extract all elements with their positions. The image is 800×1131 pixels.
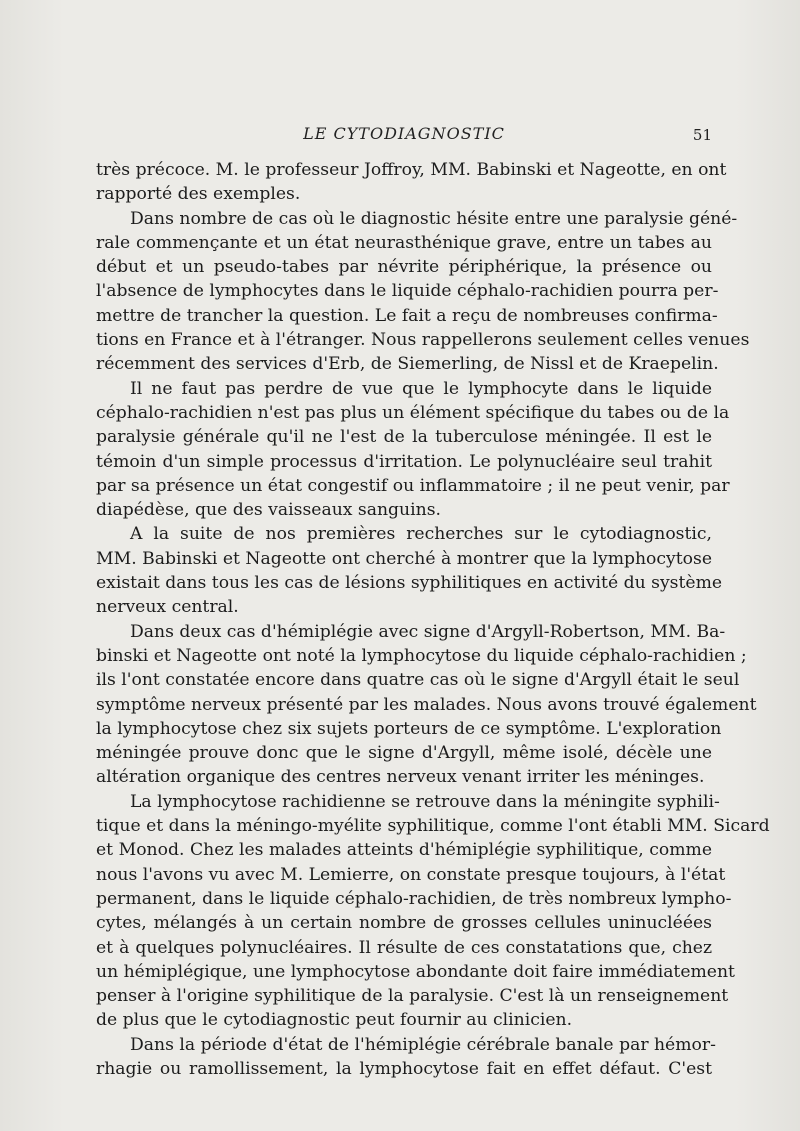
text-line: paralysie générale qu'il ne l'est de la tuberculose méningée. Il est le [96, 427, 712, 448]
text-line: symptôme nerveux présenté par les malades. Nous avons trouvé également [96, 694, 757, 715]
text-line: Il ne faut pas perdre de vue que le lymphocyte dans le liquide [130, 378, 712, 399]
text-line: de plus que le cytodiagnostic peut fournir au clinicien. [96, 1010, 573, 1031]
text-line: Dans nombre de cas où le diagnostic hésite entre une paralysie géné- [130, 208, 738, 229]
text-line: par sa présence un état congestif ou inflammatoire ; il ne peut venir, par [96, 475, 730, 496]
running-head [96, 124, 712, 148]
text-line: début et un pseudo-tabes par névrite périphérique, la présence ou [96, 257, 712, 278]
text-line: ils l'ont constatée encore dans quatre cas où le signe d'Argyll était le seul [96, 670, 740, 691]
text-line: existait dans tous les cas de lésions syphilitiques en activité du système [96, 573, 723, 594]
text-line: permanent, dans le liquide céphalo-rachidien, de très nombreux lympho- [96, 888, 732, 909]
text-line: nerveux central. [96, 597, 239, 618]
text-line: La lymphocytose rachidienne se retrouve dans la méningite syphili- [130, 791, 720, 812]
text-line: et Monod. Chez les malades atteints d'hémiplégie syphilitique, comme [96, 840, 712, 861]
text-line: céphalo-rachidien n'est pas plus un élément spécifique du tabes ou de la [96, 402, 730, 423]
text-line: mettre de trancher la question. Le fait a reçu de nombreuses confirma- [96, 305, 718, 326]
text-line: méningée prouve donc que le signe d'Argyll, même isolé, décèle une [96, 743, 712, 764]
text-line: récemment des services d'Erb, de Siemerling, de Nissl et de Kraepelin. [96, 354, 719, 375]
text-line: tique et dans la méningo-myélite syphilitique, comme l'ont établi MM. Sicard [96, 816, 770, 837]
page-number: 51 [692, 126, 712, 144]
text-line: la lymphocytose chez six sujets porteurs de ce symptôme. L'exploration [96, 718, 722, 739]
text-line: altération organique des centres nerveux venant irriter les méninges. [96, 767, 705, 788]
text-line: l'absence de lymphocytes dans le liquide céphalo-rachidien pourra per- [96, 281, 719, 302]
text-line: MM. Babinski et Nageotte ont cherché à montrer que la lymphocytose [96, 548, 712, 569]
text-line: rale commençante et un état neurasthénique grave, entre un tabes au [96, 232, 712, 253]
text-line: témoin d'un simple processus d'irritation. Le polynucléaire seul trahit [96, 451, 712, 472]
text-line: rapporté des exemples. [96, 184, 301, 205]
text-line: binski et Nageotte ont noté la lymphocytose du liquide céphalo-rachidien ; [96, 645, 747, 666]
text-line: Dans la période d'état de l'hémiplégie cérébrale banale par hémor- [130, 1034, 716, 1055]
text-line: A la suite de nos premières recherches sur le cytodiagnostic, [130, 524, 712, 545]
text-line: nous l'avons vu avec M. Lemierre, on constate presque toujours, à l'état [96, 864, 726, 885]
text-line: tions en France et à l'étranger. Nous rappellerons seulement celles venues [96, 330, 750, 351]
text-line: un hémiplégique, une lymphocytose abondante doit faire immédiatement [96, 961, 735, 982]
text-line: penser à l'origine syphilitique de la paralysie. C'est là un renseignement [96, 986, 729, 1007]
body-text [96, 158, 770, 1081]
text-line: Dans deux cas d'hémiplégie avec signe d'Argyll-Robertson, MM. Ba- [130, 621, 726, 642]
text-line: et à quelques polynucléaires. Il résulte de ces constatations que, chez [96, 937, 712, 958]
running-title: LE CYTODIAGNOSTIC [303, 124, 505, 143]
text-line: très précoce. M. le professeur Joffroy, MM. Babinski et Nageotte, en ont [96, 160, 727, 180]
text-line: cytes, mélangés à un certain nombre de grosses cellules uninucléées [96, 913, 712, 934]
text-line: rhagie ou ramollissement, la lymphocytose fait en effet défaut. C'est [96, 1058, 712, 1079]
text-line: diapédèse, que des vaisseaux sanguins. [96, 500, 441, 521]
